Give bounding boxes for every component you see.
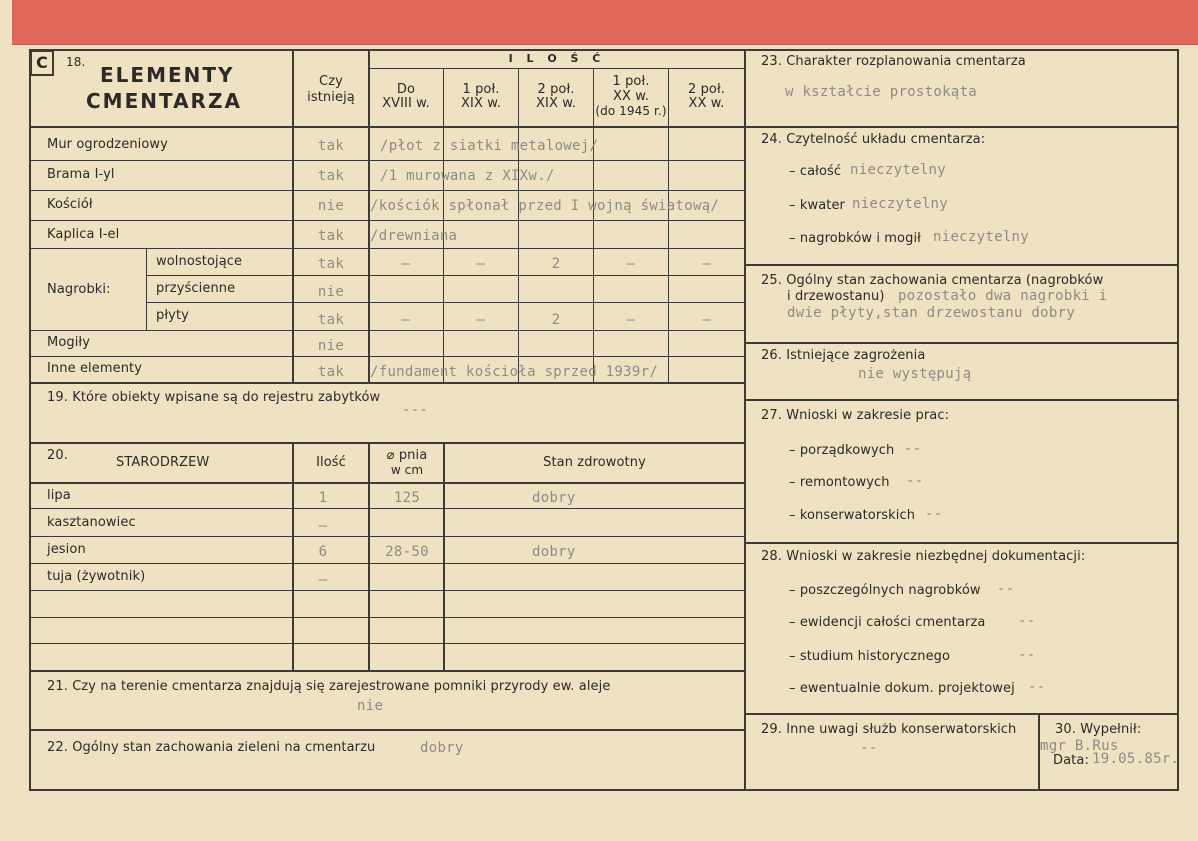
row-line xyxy=(30,356,744,357)
tree-3-name: jesion xyxy=(47,542,86,557)
row-wolnostojace-label: wolnostojące xyxy=(156,254,243,269)
trees-col-count: Ilość xyxy=(316,455,346,470)
period-divider-1 xyxy=(443,68,444,382)
q29-label: 29. Inne uwagi służb konserwatorskich xyxy=(761,722,1017,737)
tree-3-health: dobry xyxy=(532,544,576,560)
red-index-tab xyxy=(12,0,1198,45)
q26-value: nie występują xyxy=(858,366,972,382)
row-kosciol-exists: nie xyxy=(317,198,345,214)
q19-bottom xyxy=(30,442,744,444)
q24-bottom xyxy=(745,264,1178,266)
q24-item-1-label: – całość xyxy=(789,164,842,179)
q23-label: 23. Charakter rozplanowania cmentarza xyxy=(761,54,1026,69)
q25-value-line2: dwie płyty,stan drzewostanu dobry xyxy=(787,305,1076,321)
q28-item-2-value: -- xyxy=(1018,613,1036,629)
period-divider-4 xyxy=(668,68,669,382)
row-brama-exists: tak xyxy=(317,168,345,184)
q22-value: dobry xyxy=(420,740,464,756)
q29-value: -- xyxy=(860,740,878,756)
row-kosciol-label: Kościół xyxy=(47,197,93,212)
q19-label: 19. Które obiekty wpisane są do rejestru zabytków xyxy=(47,390,381,405)
period-1-l2: XVIII w. xyxy=(382,96,430,111)
tree-row-line xyxy=(30,563,744,564)
q25-label-line2: i drzewostanu) xyxy=(787,289,885,304)
plyty-count-3: 2 xyxy=(551,312,561,328)
row-line xyxy=(146,275,744,276)
period-3-l1: 2 poł. xyxy=(537,82,575,97)
period-1-l1: Do xyxy=(396,82,416,97)
q24-item-3-label: – nagrobków i mogił xyxy=(789,231,921,246)
q24-item-2-label: – kwater xyxy=(789,198,845,213)
q27-bottom xyxy=(745,542,1178,544)
row-mogily-label: Mogiły xyxy=(47,335,91,350)
q21-bottom xyxy=(30,729,744,731)
row-line xyxy=(30,160,744,161)
row-przyscienne-label: przyścienne xyxy=(156,281,236,296)
elements-number: 18. xyxy=(66,55,86,69)
tree-row-line xyxy=(30,643,744,644)
wolnostojace-count-5: – xyxy=(702,256,711,272)
period-4-l2: XX w. xyxy=(612,89,649,104)
row-line xyxy=(30,190,744,191)
wolnostojace-count-4: – xyxy=(626,256,636,272)
q27-label: 27. Wnioski w zakresie prac: xyxy=(761,408,950,423)
q24-item-1-value: nieczytelny xyxy=(850,162,947,178)
row-nagrobki-label: Nagrobki: xyxy=(47,282,111,297)
row-mogily-exists: nie xyxy=(317,338,345,354)
row-mur-label: Mur ogrodzeniowy xyxy=(47,137,168,152)
q24-label: 24. Czytelność układu cmentarza: xyxy=(761,132,986,147)
q25-label-line1: 25. Ogólny stan zachowania cmentarza (nagrobków xyxy=(761,273,1104,288)
main-column-divider xyxy=(744,50,746,790)
q25-value-line1: pozostało dwa nagrobki i xyxy=(898,288,1108,304)
q28-item-4-label: – ewentualnie dokum. projektowej xyxy=(789,681,1015,696)
q26-label: 26. Istniejące zagrożenia xyxy=(761,348,926,363)
q27-item-3-label: – konserwatorskich xyxy=(789,508,916,523)
q24-item-2-value: nieczytelny xyxy=(852,196,949,212)
row-mur-exists: tak xyxy=(317,138,345,154)
q28-item-2-label: – ewidencji całości cmentarza xyxy=(789,615,986,630)
q28-item-4-value: -- xyxy=(1028,679,1046,695)
row-kaplica-label: Kaplica I-el xyxy=(47,227,120,242)
col-exists-line1: Czy xyxy=(319,74,343,89)
plyty-count-2: – xyxy=(476,312,486,328)
period-2-l1: 1 poł. xyxy=(462,82,500,97)
section-code-box: C xyxy=(30,50,54,76)
plyty-count-5: – xyxy=(702,312,711,328)
tree-1-diam: 125 xyxy=(393,490,421,506)
row-kosciol-note: /kościók spłonał przed I wojną światową/ xyxy=(370,198,720,214)
trees-col-diam-line2: w cm xyxy=(390,463,424,477)
q25-bottom xyxy=(745,342,1178,344)
wolnostojace-count-3: 2 xyxy=(551,256,561,272)
q30-label: 30. Wypełnił: xyxy=(1055,722,1142,737)
tree-1-name: lipa xyxy=(47,488,71,503)
row-plyty-label: płyty xyxy=(156,308,189,323)
trees-number: 20. xyxy=(47,448,68,463)
q24-item-3-value: nieczytelny xyxy=(933,229,1030,245)
trees-col-health: Stan zdrowotny xyxy=(543,455,646,470)
q22-label: 22. Ogólny stan zachowania zieleni na cmentarzu xyxy=(47,740,376,755)
q27-item-1-label: – porządkowych xyxy=(789,443,895,458)
trees-col-diam-line1: ⌀ pnia xyxy=(386,448,428,463)
row-kaplica-exists: tak xyxy=(317,228,345,244)
q26-bottom xyxy=(745,399,1178,401)
tree-row-line xyxy=(30,617,744,618)
tree-2-count: – xyxy=(318,518,328,534)
q28-item-3-label: – studium historycznego xyxy=(789,649,951,664)
row-mur-note: /płot z siatki metalowej/ xyxy=(380,138,599,154)
plyty-count-1: – xyxy=(401,312,411,328)
col-exists-line2: istnieją xyxy=(307,90,355,105)
tree-row-line xyxy=(30,508,744,509)
row-brama-label: Brama I-yl xyxy=(47,167,115,182)
tree-3-diam: 28-50 xyxy=(385,544,429,560)
q28-bottom xyxy=(745,713,1178,715)
tree-3-count: 6 xyxy=(318,544,328,560)
q21-value: nie xyxy=(357,698,384,714)
q27-item-3-value: -- xyxy=(925,506,943,522)
row-line xyxy=(30,248,744,249)
trees-bottom xyxy=(30,670,744,672)
tree-4-count: – xyxy=(318,572,328,588)
row-line xyxy=(30,382,744,384)
tree-row-line xyxy=(30,536,744,537)
row-brama-note: /1 murowana z XIXw./ xyxy=(380,168,555,184)
tree-2-name: kasztanowiec xyxy=(47,515,136,530)
q27-item-1-value: -- xyxy=(904,441,922,457)
q28-item-3-value: -- xyxy=(1018,647,1036,663)
ilosc-header: I L O Ś Ć xyxy=(508,52,606,65)
period-5-l1: 2 poł. xyxy=(687,82,726,97)
tree-1-health: dobry xyxy=(532,490,576,506)
period-2-l2: XIX w. xyxy=(461,96,501,111)
row-wolnostojace-exists: tak xyxy=(317,256,345,272)
trees-header-bottom xyxy=(30,482,744,484)
row-kaplica-note: /drewniana xyxy=(370,228,458,244)
tree-4-name: tuja (żywotnik) xyxy=(47,569,146,584)
q21-label: 21. Czy na terenie cmentarza znajdują się zarejestrowane pomniki przyrody ew. aleje xyxy=(47,679,611,694)
elements-title-line1: ELEMENTY xyxy=(100,63,235,87)
q30-date-label: Data: xyxy=(1053,753,1089,768)
period-4-l3: (do 1945 r.) xyxy=(595,104,667,118)
trees-title: STARODRZEW xyxy=(116,455,210,470)
q28-item-1-value: -- xyxy=(997,581,1015,597)
wolnostojace-count-2: – xyxy=(476,256,486,272)
row-inne-note: /fundament kościoła sprzed 1939r/ xyxy=(370,364,659,380)
row-inne-label: Inne elementy xyxy=(47,361,143,376)
q27-item-2-label: – remontowych xyxy=(789,475,890,490)
period-4-l1: 1 poł. xyxy=(612,74,650,89)
q28-label: 28. Wnioski w zakresie niezbędnej dokumentacji: xyxy=(761,549,1086,564)
q27-item-2-value: -- xyxy=(906,473,924,489)
elements-header-bottom xyxy=(30,126,744,128)
q19-value: --- xyxy=(402,402,429,418)
nagrobki-divider xyxy=(146,248,147,330)
row-line xyxy=(30,220,744,221)
ilosc-header-line xyxy=(369,68,744,69)
wolnostojace-count-1: – xyxy=(401,256,411,272)
period-3-l2: XIX w. xyxy=(536,96,576,111)
tree-1-count: 1 xyxy=(318,490,328,506)
row-plyty-exists: tak xyxy=(317,312,345,328)
q28-item-1-label: – poszczególnych nagrobków xyxy=(789,583,981,598)
period-divider-2 xyxy=(518,68,519,382)
q30-name: mgr B.Rus xyxy=(1040,738,1119,754)
row-line xyxy=(146,302,744,303)
q23-value: w kształcie prostokąta xyxy=(785,84,978,100)
tree-row-line xyxy=(30,590,744,591)
row-przyscienne-exists: nie xyxy=(317,284,345,300)
q30-date: 19.05.85r. xyxy=(1092,751,1180,767)
q23-bottom xyxy=(745,126,1178,128)
plyty-count-4: – xyxy=(626,312,636,328)
row-inne-exists: tak xyxy=(317,364,345,380)
elements-title-line2: CMENTARZA xyxy=(86,89,242,113)
period-5-l2: XX w. xyxy=(688,96,725,111)
row-line xyxy=(30,330,744,331)
